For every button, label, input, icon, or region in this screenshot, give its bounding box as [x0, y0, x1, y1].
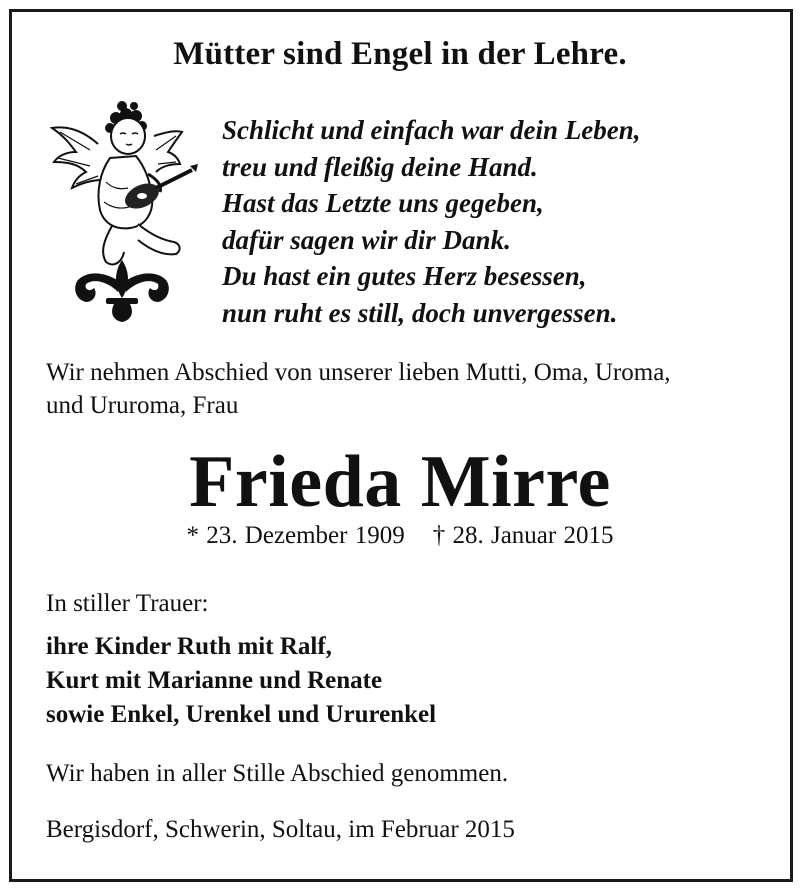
birth-date: * 23. Dezember 1909	[186, 522, 405, 549]
silent-farewell-text: Wir haben in aller Stille Abschied genommen.	[46, 760, 509, 787]
death-date: † 28. Januar 2015	[432, 522, 614, 549]
motto-heading: Mütter sind Engel in der Lehre.	[173, 36, 627, 72]
poem-line: Schlicht und einfach war dein Leben,	[222, 115, 641, 145]
family-list	[46, 630, 436, 732]
intro-line: Wir nehmen Abschied von unserer lieben Mutti, Oma, Uroma,	[46, 359, 671, 386]
intro-line: und Ururoma, Frau	[46, 392, 239, 419]
family-line: sowie Enkel, Urenkel und Ururenkel	[46, 701, 437, 728]
poem-line: Du hast ein gutes Herz besessen,	[222, 261, 587, 291]
place-and-date: Bergisdorf, Schwerin, Soltau, im Februar 2015	[46, 816, 515, 843]
poem-line: treu und fleißig deine Hand.	[222, 151, 538, 182]
mourning-label: In stiller Trauer:	[46, 590, 209, 617]
poem-line: nun ruht es still, doch unvergessen.	[222, 297, 618, 328]
deceased-name: Frieda Mirre	[189, 441, 611, 523]
poem-verse	[222, 112, 641, 331]
farewell-intro	[46, 356, 766, 422]
family-line: Kurt mit Marianne und Renate	[46, 667, 383, 694]
life-dates	[0, 522, 800, 550]
angel-with-lute-icon	[50, 92, 198, 324]
poem-line: Hast das Letzte uns gegeben,	[222, 188, 544, 218]
family-line: ihre Kinder Ruth mit Ralf,	[46, 633, 332, 660]
poem-line: dafür sagen wir dir Dank.	[222, 224, 511, 255]
